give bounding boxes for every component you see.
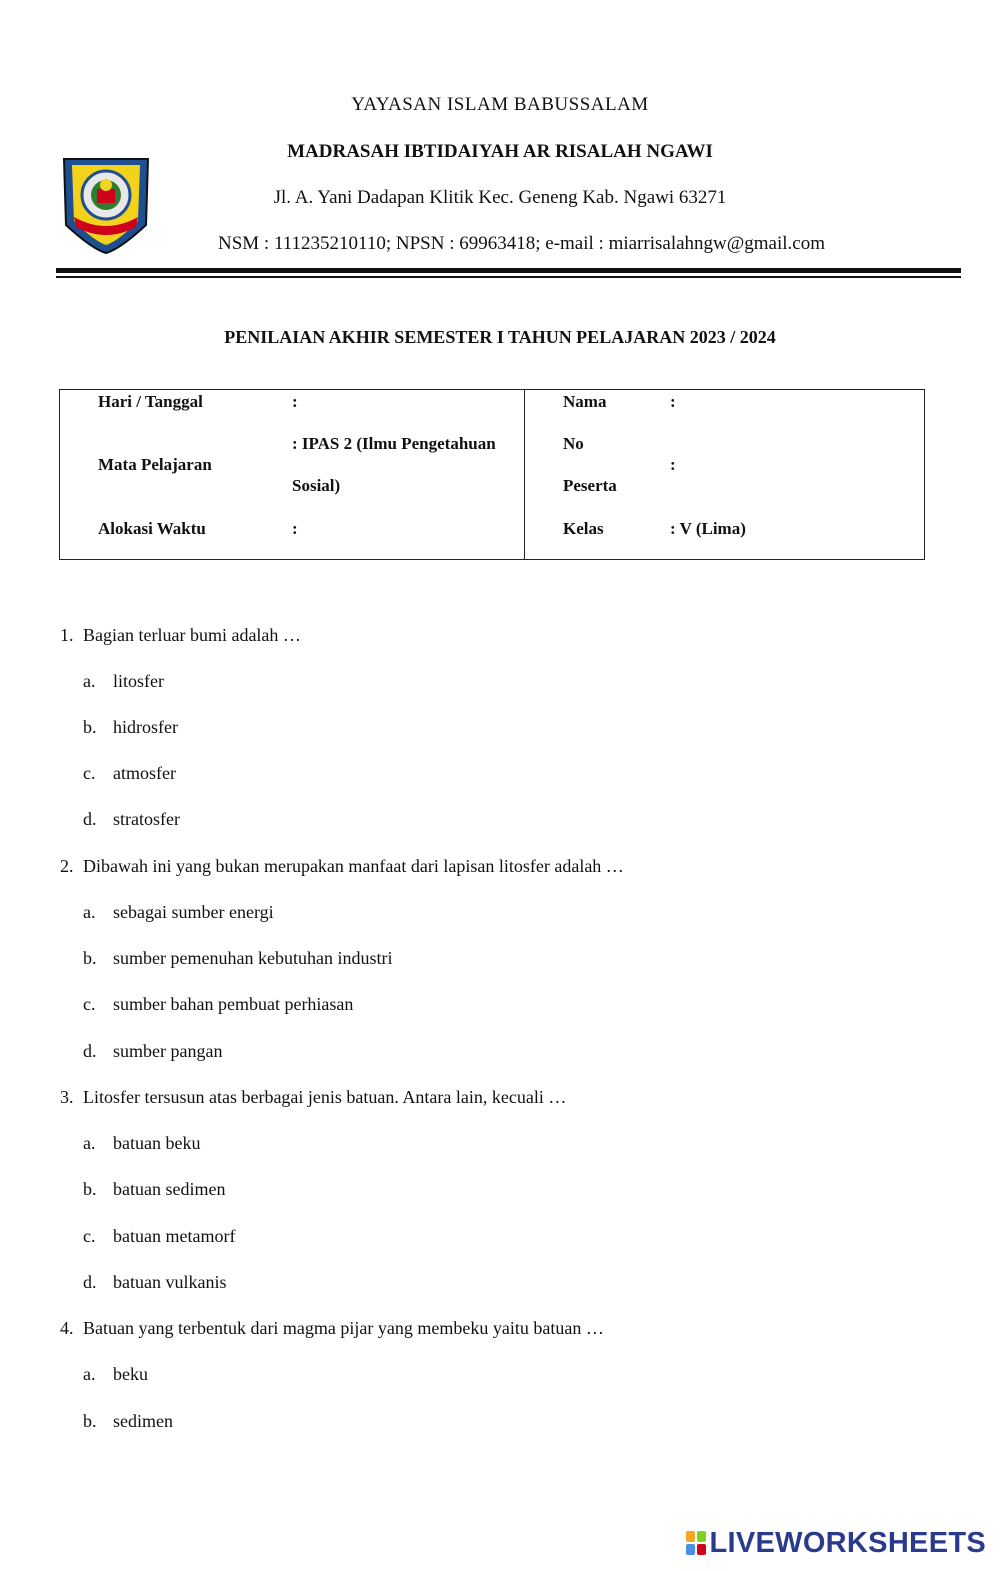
answer-option[interactable] bbox=[83, 1041, 222, 1062]
answer-option[interactable] bbox=[83, 902, 274, 923]
option-letter: b. bbox=[83, 948, 97, 968]
question bbox=[60, 1087, 566, 1108]
name-value: : bbox=[670, 392, 676, 411]
answer-option[interactable] bbox=[83, 717, 178, 738]
option-text: sebagai sumber energi bbox=[113, 902, 274, 922]
logo-square bbox=[697, 1544, 706, 1555]
watermark-text: LIVEWORKSHEETS bbox=[709, 1526, 986, 1559]
option-text: stratosfer bbox=[113, 809, 180, 829]
foundation-name: YAYASAN ISLAM BABUSSALAM bbox=[351, 94, 649, 115]
question bbox=[60, 856, 624, 877]
option-letter: c. bbox=[83, 1226, 96, 1246]
question-number: 4. bbox=[60, 1318, 74, 1338]
option-text: sedimen bbox=[113, 1411, 173, 1431]
question bbox=[60, 625, 301, 646]
answer-option[interactable] bbox=[83, 1411, 173, 1432]
class-label: Kelas bbox=[563, 519, 604, 538]
time-allocation-label: Alokasi Waktu bbox=[98, 519, 206, 538]
name-label: Nama bbox=[563, 392, 607, 411]
option-text: batuan sedimen bbox=[113, 1179, 226, 1199]
answer-option[interactable] bbox=[83, 1364, 148, 1385]
header-rule-thin bbox=[56, 276, 961, 278]
subject-value-line2: Sosial) bbox=[292, 476, 341, 495]
exam-title: PENILAIAN AKHIR SEMESTER I TAHUN PELAJARAN 2023 / 2024 bbox=[224, 327, 776, 347]
question bbox=[60, 1318, 604, 1339]
option-letter: a. bbox=[83, 671, 96, 691]
participant-number-value: : bbox=[670, 455, 676, 474]
participant-number-label-line1: No bbox=[563, 434, 584, 453]
option-text: beku bbox=[113, 1364, 148, 1384]
answer-option[interactable] bbox=[83, 1226, 235, 1247]
answer-option[interactable] bbox=[83, 763, 176, 784]
class-value: : V (Lima) bbox=[670, 519, 746, 538]
school-contacts: NSM : 111235210110; NPSN : 69963418; e-mail : miarrisalahngw@gmail.com bbox=[218, 233, 825, 254]
school-address: Jl. A. Yani Dadapan Klitik Kec. Geneng Kab. Ngawi 63271 bbox=[273, 187, 727, 208]
answer-option[interactable] bbox=[83, 1272, 226, 1293]
subject-label: Mata Pelajaran bbox=[98, 455, 212, 474]
answer-option[interactable] bbox=[83, 994, 353, 1015]
logo-square bbox=[697, 1531, 706, 1542]
option-letter: a. bbox=[83, 1133, 96, 1153]
day-date-label: Hari / Tanggal bbox=[98, 392, 203, 411]
question-text: Dibawah ini yang bukan merupakan manfaat dari lapisan litosfer adalah … bbox=[83, 856, 624, 876]
question-text: Bagian terluar bumi adalah … bbox=[83, 625, 301, 645]
option-text: sumber bahan pembuat perhiasan bbox=[113, 994, 354, 1014]
subject-value-line1: : IPAS 2 (Ilmu Pengetahuan bbox=[292, 434, 496, 453]
option-letter: c. bbox=[83, 763, 96, 783]
option-text: sumber pangan bbox=[113, 1041, 223, 1061]
option-letter: b. bbox=[83, 1179, 97, 1199]
exam-info-divider bbox=[524, 389, 525, 560]
time-allocation-value: : bbox=[292, 519, 298, 538]
question-text: Batuan yang terbentuk dari magma pijar yang membeku yaitu batuan … bbox=[83, 1318, 604, 1338]
logo-square bbox=[686, 1544, 695, 1555]
day-date-value: : bbox=[292, 392, 298, 411]
option-letter: a. bbox=[83, 902, 96, 922]
option-letter: c. bbox=[83, 994, 96, 1014]
participant-number-label-line2: Peserta bbox=[563, 476, 617, 495]
option-text: batuan beku bbox=[113, 1133, 201, 1153]
option-text: sumber pemenuhan kebutuhan industri bbox=[113, 948, 393, 968]
answer-option[interactable] bbox=[83, 1133, 200, 1154]
option-letter: b. bbox=[83, 717, 97, 737]
option-letter: b. bbox=[83, 1411, 97, 1431]
option-text: batuan metamorf bbox=[113, 1226, 236, 1246]
question-number: 3. bbox=[60, 1087, 74, 1107]
option-letter: d. bbox=[83, 1272, 97, 1292]
answer-option[interactable] bbox=[83, 809, 180, 830]
question-number: 1. bbox=[60, 625, 74, 645]
question-text: Litosfer tersusun atas berbagai jenis batuan. Antara lain, kecuali … bbox=[83, 1087, 567, 1107]
question-number: 2. bbox=[60, 856, 74, 876]
answer-option[interactable] bbox=[83, 1179, 225, 1200]
logo-square bbox=[686, 1531, 695, 1542]
school-name: MADRASAH IBTIDAIYAH AR RISALAH NGAWI bbox=[287, 141, 713, 162]
liveworksheets-watermark bbox=[686, 1527, 987, 1559]
option-letter: d. bbox=[83, 809, 97, 829]
answer-option[interactable] bbox=[83, 948, 392, 969]
option-text: litosfer bbox=[113, 671, 164, 691]
header-rule-thick bbox=[56, 268, 961, 273]
option-text: hidrosfer bbox=[113, 717, 178, 737]
option-text: batuan vulkanis bbox=[113, 1272, 227, 1292]
option-letter: a. bbox=[83, 1364, 96, 1384]
school-logo bbox=[60, 155, 152, 255]
option-text: atmosfer bbox=[113, 763, 176, 783]
liveworksheets-logo-icon bbox=[686, 1531, 706, 1555]
option-letter: d. bbox=[83, 1041, 97, 1061]
answer-option[interactable] bbox=[83, 671, 164, 692]
